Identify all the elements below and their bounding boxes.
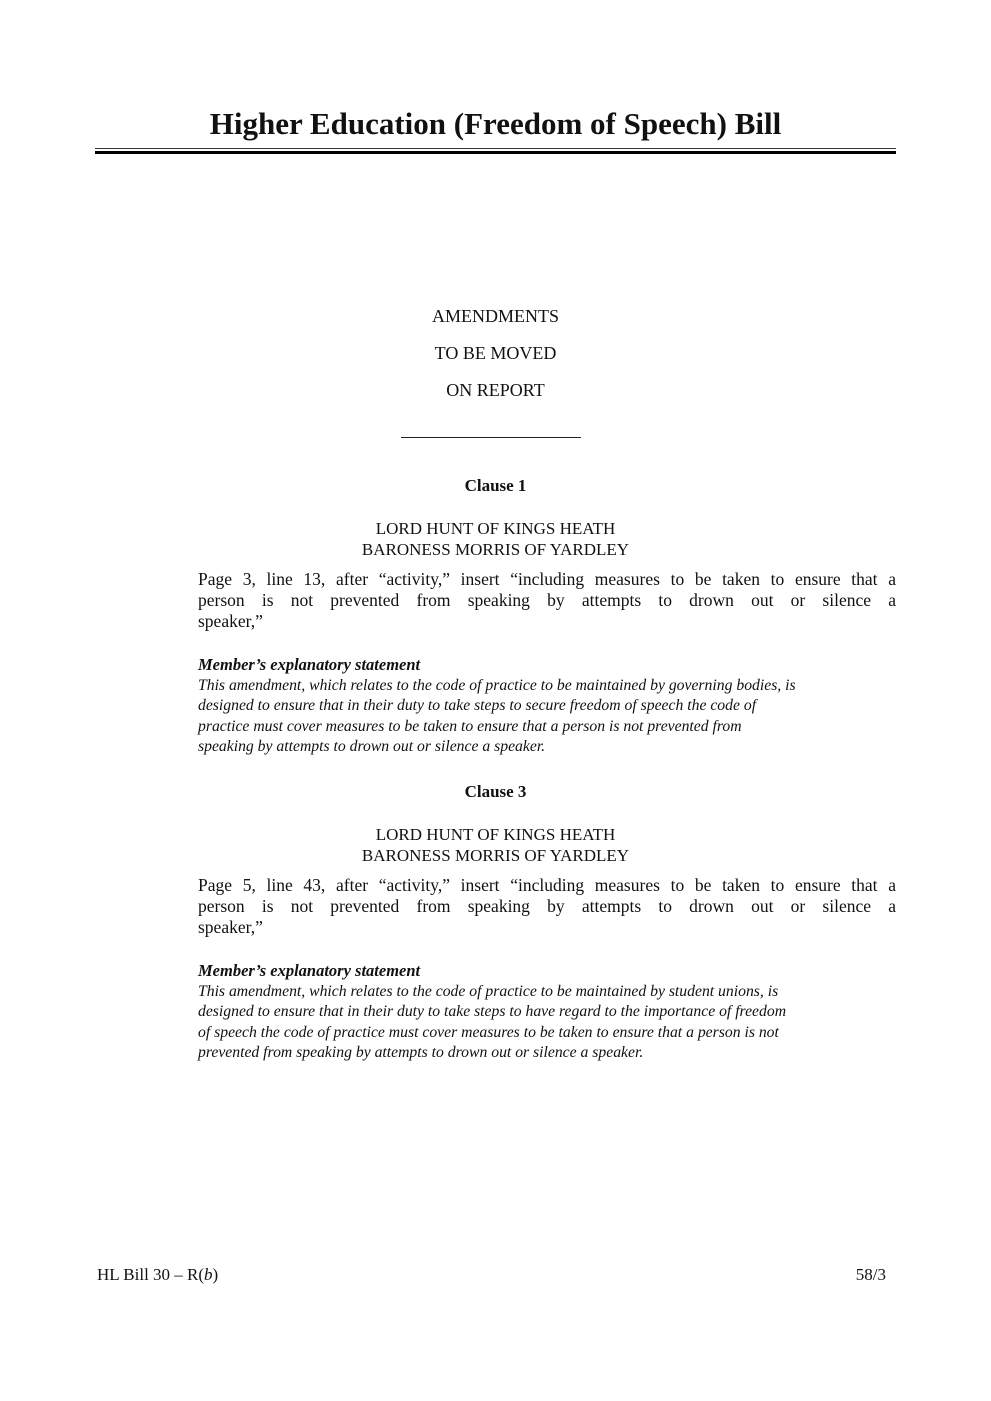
member-name: LORD HUNT OF KINGS HEATH (375, 825, 616, 844)
cover-line-on-report: ON REPORT (446, 380, 545, 400)
separator-rule (401, 437, 581, 438)
statement-line: This amendment, which relates to the code of practice to be maintained by governing bodies, is (198, 676, 796, 694)
bill-reference (97, 1265, 218, 1285)
cover-line-amendments: AMENDMENTS (431, 306, 559, 326)
statement-line: speaking by attempts to drown out or silence a speaker. (198, 738, 546, 755)
amendment-text-line: speaker,” (198, 917, 263, 937)
member-name: BARONESS MORRIS OF YARDLEY (361, 846, 630, 865)
statement-line: designed to ensure that in their duty to take steps to secure freedom of speech the code of (198, 697, 757, 714)
statement-heading: Member’s explanatory statement (198, 961, 421, 980)
amendment-text (198, 569, 896, 632)
amendment-text (198, 875, 896, 938)
statement-line: practice must cover measures to be taken to ensure that a person is not prevented from (198, 717, 742, 735)
page-title: Higher Education (Freedom of Speech) Bill (209, 106, 782, 141)
member-names (0, 824, 991, 866)
statement-line: designed to ensure that in their duty to take steps to have regard to the importance of freedom (198, 1003, 787, 1020)
clause-heading: Clause 3 (464, 782, 527, 801)
member-name: BARONESS MORRIS OF YARDLEY (361, 540, 630, 559)
bill-ref-suffix: ) (212, 1265, 219, 1284)
bill-ref-prefix: HL Bill 30 – R( (97, 1265, 205, 1284)
statement-heading: Member’s explanatory statement (198, 655, 421, 674)
statement-line: prevented from speaking by attempts to drown out or silence a speaker. (198, 1044, 644, 1061)
cover-line-to-be-moved: TO BE MOVED (434, 343, 557, 363)
member-names (0, 518, 991, 560)
amendment-text-line: person is not prevented from speaking by attempts to drown out or silence a (198, 590, 896, 610)
amendment-text-line: Page 3, line 13, after “activity,” insert “including measures to be taken to ensure that a (198, 569, 896, 589)
amendment-text-line: Page 5, line 43, after “activity,” insert “including measures to be taken to ensure that a (198, 875, 896, 895)
page-reference: 58/3 (855, 1265, 886, 1284)
clause-heading: Clause 1 (464, 476, 527, 495)
amendment-text-line: speaker,” (198, 611, 263, 631)
statement-line: This amendment, which relates to the code of practice to be maintained by student unions, is (198, 982, 779, 1000)
statement-line: of speech the code of practice must cover measures to be taken to ensure that a person is not (198, 1023, 779, 1041)
title-rule-thin (95, 148, 896, 149)
amendment-text-line: person is not prevented from speaking by attempts to drown out or silence a (198, 896, 896, 916)
title-rule-thick (95, 151, 896, 154)
explanatory-statement (198, 655, 896, 758)
member-name: LORD HUNT OF KINGS HEATH (375, 519, 616, 538)
bill-ref-italic: b (204, 1265, 213, 1284)
explanatory-statement (198, 961, 896, 1064)
